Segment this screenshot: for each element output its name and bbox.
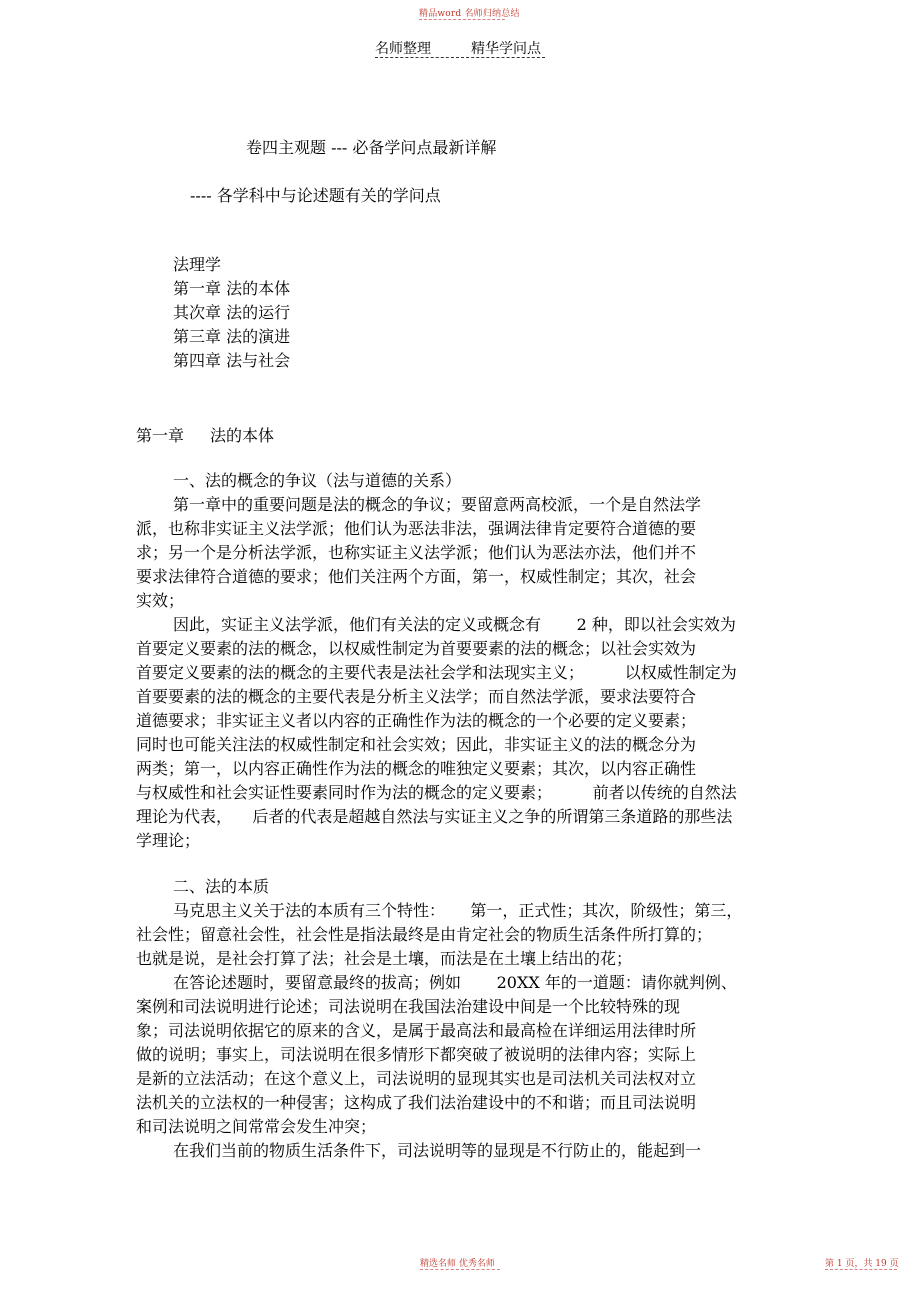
toc-item: 其次章 法的运行 bbox=[173, 303, 291, 322]
body-line: 一、法的概念的争议（法与道德的关系） bbox=[173, 471, 462, 490]
body-line: 二、法的本质 bbox=[173, 877, 270, 896]
body-line: 象；司法说明依据它的原来的含义，是属于最高法和最高检在详细运用法律时所 bbox=[136, 1021, 697, 1040]
body-line: 实效； bbox=[136, 591, 185, 610]
body-line: 在我们当前的物质生活条件下，司法说明等的显现是不行防止的，能起到一 bbox=[173, 1141, 702, 1160]
header-right: 精华学问点 bbox=[471, 41, 541, 57]
body-line: 社会性；留意社会性，社会性是指法最终是由肯定社会的物质生活条件所打算的； bbox=[136, 925, 713, 944]
body-line: 第一章中的重要问题是法的概念的争议；要留意两高校派，一个是自然法学 bbox=[173, 495, 702, 514]
body-line: 同时也可能关注法的权威性制定和社会实效；因此，非实证主义的法的概念分为 bbox=[136, 735, 697, 754]
page-indicator: 第 1 页，共 19 页 bbox=[825, 1259, 899, 1269]
body-line: 两类；第一，以内容正确性作为法的概念的唯独定义要素；其次，以内容正确性 bbox=[136, 759, 697, 778]
body-line: 马克思主义关于法的本质有三个特性： 第一，正式性；其次，阶级性；第三， bbox=[173, 901, 743, 920]
body-line: 因此，实证主义法学派，他们有关法的定义或概念有 2 种，即以社会实效为 bbox=[173, 615, 736, 634]
body-line: 学理论； bbox=[136, 831, 201, 850]
chapter-heading bbox=[136, 423, 274, 446]
body-line: 首要定义要素的法的概念，以权威性制定为首要要素的法的概念；以社会实效为 bbox=[136, 639, 697, 658]
body-line: 和司法说明之间常常会发生冲突； bbox=[136, 1117, 377, 1136]
table-of-contents bbox=[173, 253, 290, 373]
header-rule bbox=[375, 57, 545, 58]
chapter-number: 第一章 bbox=[136, 426, 185, 445]
sub-title: ---- 各学科中与论述题有关的学问点 bbox=[190, 186, 441, 205]
body-line: 理论为代表， 后者的代表是超越自然法与实证主义之争的所谓第三条道路的那些法 bbox=[136, 807, 733, 826]
body-line: 首要定义要素的法的概念的主要代表是法社会学和法现实主义； 以权威性制定为 bbox=[136, 663, 737, 682]
toc-item: 第一章 法的本体 bbox=[173, 279, 291, 298]
body-line: 派，也称非实证主义法学派；他们认为恶法非法，强调法律肯定要符合道德的要 bbox=[136, 519, 697, 538]
watermark-top-rule bbox=[419, 19, 505, 20]
watermark-bottom-rule bbox=[420, 1269, 500, 1270]
body-line: 要求法律符合道德的要求；他们关注两个方面，第一，权威性制定；其次，社会 bbox=[136, 567, 697, 586]
main-title: 卷四主观题 --- 必备学问点最新详解 bbox=[246, 138, 497, 157]
body-line: 案例和司法说明进行论述；司法说明在我国法治建设中间是一个比较特殊的现 bbox=[136, 997, 681, 1016]
toc-item: 第四章 法与社会 bbox=[173, 351, 291, 370]
body-line: 也就是说，是社会打算了法；社会是土壤，而法是在土壤上结出的花； bbox=[136, 949, 633, 968]
toc-item: 法理学 bbox=[173, 255, 222, 274]
watermark-top: 精品word 名师归纳总结 bbox=[419, 9, 520, 19]
toc-item: 第三章 法的演进 bbox=[173, 327, 291, 346]
page-header bbox=[375, 38, 541, 58]
body-line: 与权威性和社会实证性要素同时作为法的概念的定义要素； 前者以传统的自然法 bbox=[136, 783, 737, 802]
body-line: 求；另一个是分析法学派，也称实证主义法学派；他们认为恶法亦法，他们并不 bbox=[136, 543, 697, 562]
watermark-bottom: 精选名师 优秀名师 bbox=[420, 1259, 495, 1269]
body-line: 做的说明；事实上，司法说明在很多情形下都突破了被说明的法律内容；实际上 bbox=[136, 1045, 697, 1064]
body-line: 在答论述题时，要留意最终的拔高；例如 20XX 年的一道题：请你就判例、 bbox=[173, 973, 737, 992]
body-line: 首要要素的法的概念的主要代表是分析主义法学；而自然法学派，要求法要符合 bbox=[136, 687, 697, 706]
body-line: 道德要求；非实证主义者以内容的正确性作为法的概念的一个必要的定义要素； bbox=[136, 711, 697, 730]
body-line: 是新的立法活动；在这个意义上，司法说明的显现其实也是司法机关司法权对立 bbox=[136, 1069, 697, 1088]
page-indicator-rule bbox=[825, 1269, 897, 1270]
header-left: 名师整理 bbox=[375, 41, 431, 57]
chapter-name: 法的本体 bbox=[210, 426, 275, 445]
body-line: 法机关的立法权的一种侵害；这构成了我们法治建设中的不和谐；而且司法说明 bbox=[136, 1093, 697, 1112]
